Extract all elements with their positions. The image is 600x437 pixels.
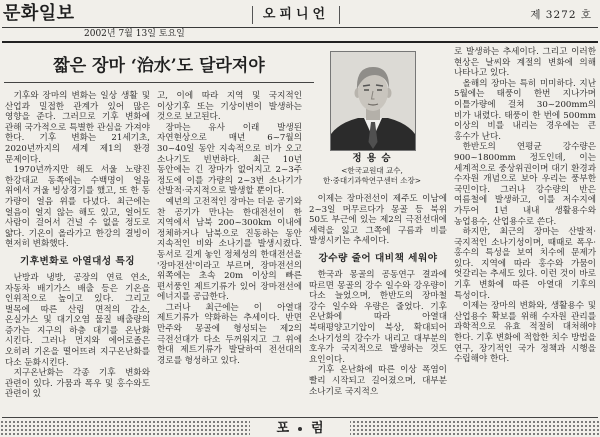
paragraph: 난방과 냉방, 공장의 연료 연소, 자동차 배기가스 배출 등은 기온을 인위적으로 높이고 있다. 그리고 벌목에 따른 산림 면적의 감소, 온실가스 및 대기오염 물질 배출량의 증가는 지구의 하층 대기를 온난화 시킨다. 그러나 먼지와 에어로졸은 오히려 기온을 떨어뜨려 지구온난화를 다소 둔화시킨다. xyxy=(5,272,150,368)
subheading: 기후변화로 아열대성 특징 xyxy=(19,255,136,267)
paragraph: 기후와 장마의 변화는 일상 생활 및 산업과 밀접한 관계가 있어 많은 영향을 준다. 그러므로 기후 변화에 관해 국가적으로 특별한 관심을 가져야 한다. 기후 변화는 21세기초, 2020년까지의 세계 제1의 환경 문제이다. xyxy=(5,91,150,165)
paragraph-continued: 로 발생하는 추세이다. 그리고 이러한 현상은 날씨와 계절의 변화에 의해 나타나고 있다. xyxy=(454,47,596,79)
paragraph: 지구온난화는 각종 기후 변화와 관련이 있다. 가뭄과 폭우 및 홍수와도 관련이 있 xyxy=(5,368,150,400)
footer-band xyxy=(0,420,600,437)
author-photo xyxy=(330,51,416,151)
issue-number: 제 3272 호 xyxy=(530,9,592,21)
paragraph: 이제는 장마의 변화와, 생활용수 및 산업용수 확보를 위해 수자원 관리를 과학적으로 유효 적절히 대처해야 한다. 기후 변화에 적합한 치수 방법을 연구, 장기적인 국가 정책과 시행을 수립해야 한다. xyxy=(454,301,596,365)
paragraph-continued: 고, 이에 따라 지역 및 국지적인 이상기후 또는 기상이변이 발생하는 것으로 보고된다. xyxy=(157,91,302,123)
publication-date: 2002년 7월 13일 토요일 xyxy=(84,29,185,39)
footer-label-left: 포 xyxy=(276,421,289,436)
paragraph: 그러나 최근에는 이 아열대 제트기류가 약화하는 추세이다. 반면 만주와 몽골에 형성되는 제2의 극전선대가 다소 두꺼워지고 그 위에 한대 제트기류가 발달하여 전선대의 경로를 형성하고 있다. xyxy=(157,302,302,366)
paragraph: 한국과 몽골의 공동연구 결과에 따르면 몽골의 강수 일수와 강우량이 다소 늘었으며, 한반도의 장마철 강수 일수와 우량은 줄었다. 기후 온난화에 따라 아열대 북태평양고기압이 북상, 확대되어 소나기성의 강수가 내리고 대부분의 호우가 국지적으로 발생하는 것도 요인이다. xyxy=(309,269,447,365)
paragraph: 장마는 유사 이래 발생된 자연현상으로 매년 6~7월의 30~40일 동안 지속적으로 비가 오고 소나기도 빈번하다. 최근 10년 동안에는 긴 장마가 없어지고 2~3주 정도에 이를 가량의 2~3번 소나기가 산발적·국지적으로 발생할 뿐이다. xyxy=(157,122,302,197)
author-eyebrow-left xyxy=(363,85,370,86)
paragraph: 하지만, 최근의 장마는 산발적·국지적인 소나기성이며, 때때로 폭우·홍수의 특성을 보여 치수에 문제가 있다. 지역에 따라 홍수와 가뭄이 엇갈리는 추세도 있다. 이런 것이 바로 기후 변화에 따른 아열대 기후의 특성이다. xyxy=(454,227,596,301)
masthead-rule xyxy=(2,27,598,28)
author-box xyxy=(320,47,448,189)
paragraph: 1970년까지만 해도 서울 노량진 한강대교 동쪽에는 수백명이 얼음 위에서 겨울 빙상경기를 했고, 또 한 동 가량이 얼음 위를 다녔다. 최근에는 얼음이 얼지 않는 해도 있고, 얼어도 사람이 걸어서 건널 수 없을 정도로 얇다. 기온이 올라가고 한강의 결빙이 현저히 변화했다. xyxy=(5,165,150,250)
section-name: 오피니언 xyxy=(252,6,340,24)
masthead-thick-rule xyxy=(2,41,598,43)
author-eyebrow-right xyxy=(376,85,383,86)
author-affiliation-2: 한·중대기과학연구센터 소장> xyxy=(323,176,421,185)
subheading: 강수량 줄어 대비책 세워야 xyxy=(318,252,438,264)
paragraph: 예년의 고전적인 장마는 더운 공기와 찬 공기가 만나는 한대전선이 한 지역에서 남북 200~300km 이내에 정체하거나 남북으로 진동하는 동안 지속적인 비와 소나기를 발생시켰다. 동서로 길게 놓인 정체성의 한대전선을 '장마전선'이라고 부르며, 장마전선의 위쪽에는 초속 20m 이상의 빠른 편서풍인 제트기류가 있어 장마전선에 에너지를 공급한다. xyxy=(157,196,302,303)
paragraph: 한반도의 연평균 강수량은 900~1800mm 정도인데, 이는 세계적으로 중상위권이며 대기 환경과 수자원 개념으로 보아 우리는 풍부한 국민이다. 그러나 강수량의 반은 여름철에 발생하고, 이를 저수지에 가두어 1년 내내 생활용수와 농업용수, 산업용수로 쓴다. xyxy=(454,142,596,227)
author-name: 정 용 승 xyxy=(352,153,392,164)
text-column-2 xyxy=(157,91,302,366)
footer-label xyxy=(250,420,350,437)
footer-dot-icon xyxy=(298,427,302,431)
author-affiliation-1: <한국교원대 교수, xyxy=(341,166,403,175)
masthead-logo: 문화일보 xyxy=(3,3,75,24)
paragraph: 기후 온난화에 따른 이상 폭염이 빨리 시작되고 길어졌으며, 대부분 소나기로 국지적으 xyxy=(309,365,447,397)
paragraph: 이제는 장마전선이 제주도 이남에 2~3일 머무르다가 몽골 등 북위 50도 부근에 있는 제2의 극전선대에 세력을 잃고 그쪽에 구름과 비를 발생시키는 추세이다. xyxy=(309,194,447,247)
footer-rule xyxy=(2,417,598,418)
text-column-3 xyxy=(309,194,447,397)
text-column-1 xyxy=(5,91,150,400)
text-column-4 xyxy=(454,47,596,365)
footer-label-right: 럼 xyxy=(311,421,324,436)
article-title: 짧은 장마 ‘治水’도 달라져야 xyxy=(4,50,314,83)
paragraph: 올해의 장마는 특히 미미하다. 지난 5월에는 태풍이 한번 지나가며 이틀가량에 걸쳐 30~200mm의 비가 내렸다. 태풍이 한 번에 500mm 이상의 비를 내리는 경우에는 큰 홍수가 난다. xyxy=(454,78,596,142)
